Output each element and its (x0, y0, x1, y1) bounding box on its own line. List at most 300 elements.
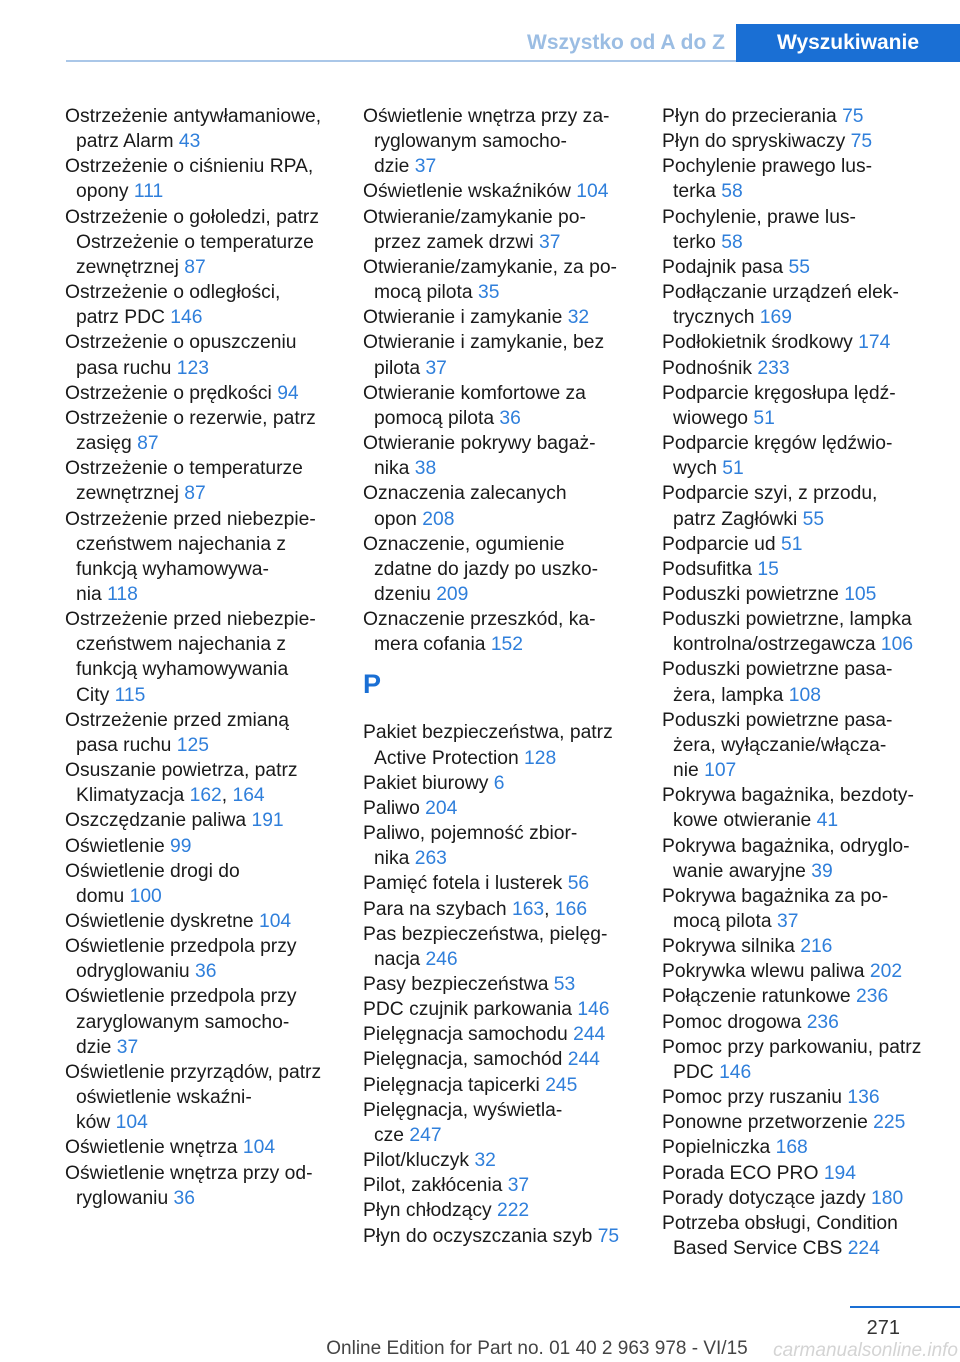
page-ref-link[interactable]: 99 (170, 835, 192, 857)
entry-text: Ostrzeżenie o temperaturze (65, 458, 303, 480)
entry-text: Podłokietnik środkowy (662, 332, 859, 354)
entry-text: Ostrzeżenie o ciśnieniu RPA, (65, 156, 314, 178)
index-entry (65, 205, 340, 280)
entry-text: Podłączanie urządzeń elek‐ (662, 282, 899, 304)
page-ref-link[interactable]: 168 (775, 1137, 808, 1159)
index-entry (662, 129, 952, 154)
entry-text: Płyn do oczyszczania szyb (363, 1225, 598, 1247)
index-entry (363, 607, 638, 657)
page-ref-link[interactable]: 104 (258, 911, 292, 932)
page-ref-link[interactable]: 55 (788, 256, 810, 278)
entry-text: ryglowanym samocho‐ (374, 131, 567, 153)
index-entry (363, 1224, 638, 1249)
entry-text: patrz Alarm (76, 131, 179, 153)
entry-text: Paliwo (363, 797, 426, 819)
index-entry (65, 1060, 340, 1135)
page-ref-link[interactable]: 75 (850, 131, 873, 153)
index-entry (662, 431, 952, 481)
entry-text: Oświetlenie wnętrza (65, 1137, 243, 1159)
entry-text: Ostrzeżenie o prędkości (65, 382, 278, 404)
index-entry (662, 1186, 952, 1211)
entry-text: nia (76, 583, 108, 605)
entry-text: Oświetlenie wnętrza przy za‐ (363, 106, 610, 127)
page-ref-link[interactable]: 41 (816, 810, 839, 832)
entry-text: Poduszki powietrzne (662, 583, 845, 605)
index-entry (662, 280, 952, 330)
entry-text: trycznych (673, 307, 760, 329)
page-ref-link[interactable]: 15 (757, 558, 779, 580)
entry-text: Ostrzeżenie o temperaturze (76, 231, 314, 253)
page-ref-link[interactable]: 37 (116, 1036, 139, 1058)
entry-text: Oszczędzanie paliwa (65, 810, 252, 832)
entry-text: Pakiet biurowy (363, 772, 494, 794)
index-entry (662, 255, 952, 280)
entry-text: Potrzeba obsługi, Condition (662, 1212, 898, 1234)
entry-text: czeństwem najechania z (76, 634, 287, 656)
entry-text: zewnętrznej (76, 256, 185, 278)
entry-text: opon (374, 508, 423, 530)
index-entry (363, 871, 638, 896)
entry-text: Podparcie kręgów lędźwio‐ (662, 433, 893, 455)
index-column-2 (363, 104, 638, 1249)
entry-text: Podparcie kręgosłupa lędź‐ (662, 382, 896, 404)
index-entry (363, 897, 638, 922)
entry-text: Pasy bezpieczeństwa (363, 974, 554, 995)
index-entry (662, 356, 952, 381)
index-entry (662, 834, 952, 884)
entry-text: Płyn do przecierania (662, 106, 843, 127)
entry-text: Podparcie szyi, z przodu, (662, 483, 878, 505)
page-ref-link[interactable]: 87 (184, 256, 206, 278)
page-ref-link[interactable]: 36 (194, 961, 217, 983)
entry-text: czeństwem najechania z (76, 533, 287, 555)
page-ref-link[interactable]: 244 (573, 1024, 606, 1046)
entry-text: wanie awaryjne (673, 860, 812, 882)
page-ref-link[interactable]: 107 (704, 760, 737, 782)
entry-text: Płyn chłodzący (363, 1200, 497, 1222)
page-ref-link[interactable]: 236 (806, 1011, 839, 1033)
entry-text: Pokrywa bagażnika, odryglo‐ (662, 835, 910, 857)
entry-text: mocą pilota (374, 282, 478, 304)
entry-text: Oświetlenie drogi do (65, 860, 240, 882)
index-entry (65, 280, 340, 330)
entry-text: zdatne do jazdy po uszko‐ (374, 558, 599, 580)
entry-text: Active Protection (374, 747, 525, 769)
page-ref-link[interactable]: 209 (436, 583, 469, 605)
index-column-3 (662, 104, 952, 1261)
page-ref-link[interactable]: 51 (722, 458, 744, 480)
entry-text: Ponowne przetworzenie (662, 1112, 874, 1134)
index-entry (65, 934, 340, 984)
page-ref-link[interactable]: 36 (499, 407, 521, 429)
entry-text: Oznaczenie przeszkód, ka‐ (363, 609, 596, 631)
index-entry (363, 481, 638, 531)
entry-text: Pokrywa bagażnika, bezdoty‐ (662, 785, 914, 807)
page-ref-link[interactable]: 105 (844, 583, 877, 605)
page-ref-link[interactable]: 75 (597, 1225, 620, 1247)
page-ref-link[interactable]: 111 (133, 181, 164, 203)
index-entry (662, 984, 952, 1009)
page-ref-link[interactable]: 222 (496, 1200, 530, 1222)
entry-text: Pomoc przy parkowaniu, patrz (662, 1036, 922, 1058)
page-ref-link[interactable]: 55 (802, 508, 825, 530)
index-entry (363, 922, 638, 972)
entry-text: PDC czujnik parkowania (363, 999, 578, 1021)
page-ref-link[interactable]: 106 (880, 634, 914, 656)
index-entry (662, 1110, 952, 1135)
page-ref-link[interactable]: 146 (577, 999, 610, 1021)
page-ref-link[interactable]: 104 (115, 1112, 148, 1134)
index-entry (363, 431, 638, 481)
page-ref-link[interactable]: 100 (129, 885, 162, 907)
index-entry (65, 984, 340, 1059)
entry-text: ryglowaniu (76, 1187, 174, 1209)
page-ref-link[interactable]: 123 (176, 357, 209, 379)
page-ref-link[interactable]: 108 (788, 684, 821, 706)
entry-text: Klimatyzacja (76, 785, 190, 807)
entry-text: City (76, 684, 115, 706)
entry-text: Oświetlenie wskaźników (363, 181, 577, 203)
entry-text: opony (76, 181, 134, 203)
entry-text: terko (673, 231, 722, 253)
entry-text: pasa ruchu (76, 357, 177, 379)
index-entry (65, 406, 340, 456)
page-ref-link[interactable]: 36 (173, 1187, 195, 1209)
entry-text: Otwieranie/zamykanie, za po‐ (363, 256, 617, 278)
index-entry (65, 381, 340, 406)
index-entry (65, 1135, 340, 1160)
page-ref-link[interactable]: 128 (524, 747, 557, 769)
index-entry (662, 783, 952, 833)
entry-text: dzie (374, 156, 415, 178)
index-entry (662, 104, 952, 129)
entry-text: Pomoc przy ruszaniu (662, 1087, 848, 1109)
page-ref-link[interactable]: 53 (553, 974, 576, 995)
page-ref-link[interactable]: 216 (800, 936, 833, 958)
entry-text: Pielęgnacja tapicerki (363, 1074, 546, 1096)
index-entry (65, 834, 340, 859)
page-ref-link[interactable]: 152 (490, 634, 523, 656)
index-entry (662, 1035, 952, 1085)
entry-text: ków (76, 1112, 116, 1134)
entry-text: Pas bezpieczeństwa, pielęg‐ (363, 923, 608, 945)
page-ref-link[interactable]: 162 (189, 785, 222, 807)
index-entry (363, 255, 638, 305)
index-entry (363, 821, 638, 871)
index-entry (662, 1135, 952, 1160)
index-entry (662, 1161, 952, 1186)
entry-text: Based Service CBS (673, 1238, 848, 1260)
entry-text: Podsufitka (662, 558, 758, 580)
page-ref-link[interactable]: 180 (871, 1187, 904, 1209)
page-ref-link[interactable]: 115 (114, 684, 146, 706)
entry-text: wych (673, 458, 723, 480)
page-ref-link[interactable]: 87 (137, 433, 159, 455)
entry-text: Podajnik pasa (662, 256, 789, 278)
entry-text: żera, wyłączanie/włącza‐ (673, 734, 887, 756)
index-entry (662, 1085, 952, 1110)
page-ref-link[interactable]: 204 (425, 797, 458, 819)
entry-text: zewnętrznej (76, 483, 185, 505)
entry-text: Oświetlenie (65, 835, 171, 857)
index-entry (662, 582, 952, 607)
entry-text: Oświetlenie dyskretne (65, 911, 259, 932)
index-entry (363, 179, 638, 204)
entry-text: Otwieranie i zamykanie (363, 307, 568, 329)
index-entry (662, 934, 952, 959)
page-ref-link[interactable]: 32 (567, 307, 590, 329)
index-entry (65, 330, 340, 380)
entry-text: Pielęgnacja samochodu (363, 1024, 574, 1046)
watermark: carmanualsonline.info (773, 1340, 958, 1361)
index-entry (662, 154, 952, 204)
entry-text: Pilot, zakłócenia (363, 1175, 508, 1197)
page-ref-link[interactable]: 136 (847, 1087, 880, 1109)
index-entry (662, 884, 952, 934)
page-ref-link[interactable]: 163 (511, 898, 545, 920)
entry-text: Poduszki powietrzne, lampka (662, 609, 912, 631)
page-ref-link[interactable]: 125 (176, 734, 209, 756)
entry-text: mera cofania (374, 634, 491, 656)
page-ref-link[interactable]: 38 (414, 458, 437, 480)
entry-text: Płyn do spryskiwaczy (662, 131, 851, 153)
page-ref-link[interactable]: 202 (869, 961, 903, 983)
entry-text: oświetlenie wskaźni‐ (76, 1087, 252, 1109)
entry-text: Oznaczenia zalecanych (363, 483, 567, 505)
index-entry (662, 1010, 952, 1035)
entry-text: Porada ECO PRO (662, 1162, 824, 1184)
page-ref-separator: , (544, 898, 555, 920)
entry-text: dzeniu (374, 583, 437, 605)
page-ref-link[interactable]: 247 (409, 1124, 442, 1146)
entry-text: Pochylenie, prawe lus‐ (662, 206, 856, 228)
entry-text: nika (374, 848, 415, 870)
entry-text: Oświetlenie przyrządów, patrz (65, 1061, 322, 1083)
entry-text: Poduszki powietrzne pasa‐ (662, 659, 893, 681)
entry-text: kontrolna/ostrzegawcza (673, 634, 881, 656)
index-entry (662, 657, 952, 707)
index-entry (65, 507, 340, 608)
index-entry (65, 808, 340, 833)
index-entry (65, 758, 340, 808)
page-ref-link[interactable]: 39 (811, 860, 833, 882)
entry-text: Ostrzeżenie przed niebezpie‐ (65, 508, 316, 530)
entry-text: pomocą pilota (374, 407, 500, 429)
index-entry (662, 708, 952, 783)
entry-text: Oznaczenie, ogumienie (363, 533, 565, 555)
page-ref-link[interactable]: 164 (232, 785, 265, 807)
entry-text: patrz PDC (76, 307, 171, 329)
index-entry (662, 205, 952, 255)
page-ref-link[interactable]: 191 (251, 810, 284, 832)
index-entry (363, 771, 638, 796)
page-ref-link[interactable]: 246 (425, 948, 458, 970)
page-ref-link[interactable]: 224 (847, 1238, 880, 1260)
entry-text: odryglowaniu (76, 961, 195, 983)
entry-text: Pokrywa silnika (662, 936, 801, 958)
index-entry (65, 154, 340, 204)
edition-note: Online Edition for Part no. 01 40 2 963 978 - VI/15 (326, 1338, 748, 1359)
page-ref-link[interactable]: 58 (721, 231, 743, 253)
entry-text: Osuszanie powietrza, patrz (65, 760, 298, 782)
entry-text: nie (673, 760, 705, 782)
entry-text: Oświetlenie wnętrza przy od‐ (65, 1162, 313, 1184)
index-entry (662, 532, 952, 557)
entry-text: Ostrzeżenie antywłamaniowe, (65, 106, 322, 127)
entry-text: Poduszki powietrzne pasa‐ (662, 709, 893, 731)
entry-text: Pakiet bezpieczeństwa, patrz (363, 722, 613, 744)
entry-text: funkcją wyhamowywa‐ (76, 558, 269, 580)
index-entry (363, 972, 638, 997)
index-entry (363, 330, 638, 380)
page-ref-link[interactable]: 32 (474, 1150, 496, 1172)
page-ref-link[interactable]: 51 (753, 407, 775, 429)
index-entry (363, 720, 638, 770)
index-entry (363, 1047, 638, 1072)
page-ref-link[interactable]: 225 (873, 1112, 906, 1134)
page-ref-link[interactable]: 37 (425, 357, 447, 379)
page-ref-link[interactable]: 174 (858, 332, 891, 354)
page-ref-link[interactable]: 43 (178, 131, 201, 153)
entry-text: Pochylenie prawego lus‐ (662, 156, 873, 178)
entry-text: Ostrzeżenie o opuszczeniu (65, 332, 297, 354)
index-entry (662, 381, 952, 431)
index-entry (363, 1173, 638, 1198)
entry-text: Paliwo, pojemność zbior‐ (363, 823, 578, 845)
page-ref-link[interactable]: 51 (780, 533, 803, 555)
index-entry (363, 1073, 638, 1098)
entry-text: Otwieranie i zamykanie, bez (363, 332, 605, 354)
index-entry (65, 456, 340, 506)
index-entry (363, 104, 638, 179)
index-entry (363, 1022, 638, 1047)
page-ref-link[interactable]: 37 (414, 156, 437, 178)
page-ref-link[interactable]: 233 (757, 357, 790, 379)
index-entry (65, 708, 340, 758)
entry-text: zaryglowanym samocho‐ (76, 1011, 290, 1033)
index-entry (363, 1148, 638, 1173)
page-ref-link[interactable]: 118 (107, 583, 138, 605)
page-ref-link[interactable]: 75 (842, 106, 864, 127)
entry-text: Pilot/kluczyk (363, 1150, 475, 1172)
index-entry (662, 557, 952, 582)
entry-text: zasięg (76, 433, 138, 455)
entry-text: wiowego (673, 407, 754, 429)
page-ref-link[interactable]: 146 (170, 307, 203, 329)
page-ref-link[interactable]: 37 (776, 911, 799, 932)
footer-rule (850, 1306, 960, 1308)
index-entry (363, 997, 638, 1022)
entry-text: kowe otwieranie (673, 810, 817, 832)
tab-search[interactable]: Wyszukiwanie (736, 24, 960, 62)
page-ref-link[interactable]: 245 (545, 1074, 578, 1096)
entry-text: terka (673, 181, 722, 203)
index-entry (363, 381, 638, 431)
page-ref-link[interactable]: 208 (422, 508, 455, 530)
page-ref-link[interactable]: 104 (242, 1137, 276, 1159)
entry-text: Otwieranie/zamykanie po‐ (363, 206, 586, 228)
index-entry (65, 859, 340, 909)
page-ref-link[interactable]: 87 (184, 483, 206, 505)
index-entry (363, 532, 638, 607)
entry-text: Popielniczka (662, 1137, 776, 1159)
entry-text: Para na szybach (363, 898, 512, 920)
page-ref-link[interactable]: 194 (823, 1162, 856, 1184)
index-entry (363, 1198, 638, 1223)
entry-text: funkcją wyhamowywania (76, 659, 289, 681)
page-ref-link[interactable]: 35 (477, 282, 500, 304)
entry-text: Podparcie ud (662, 533, 781, 555)
entry-text: przez zamek drzwi (374, 231, 540, 253)
index-entry (662, 481, 952, 531)
index-entry (65, 104, 340, 154)
entry-text: Pomoc drogowa (662, 1011, 807, 1033)
entry-text: Ostrzeżenie przed zmianą (65, 709, 289, 731)
entry-text: Pokrywa bagażnika za po‐ (662, 885, 889, 907)
entry-text: Oświetlenie przedpola przy (65, 936, 297, 958)
index-entry (65, 1161, 340, 1211)
page-ref-link[interactable]: 146 (719, 1061, 752, 1083)
entry-text: Otwieranie komfortowe za (363, 382, 586, 404)
entry-text: Oświetlenie przedpola przy (65, 986, 297, 1008)
entry-text: domu (76, 885, 130, 907)
page-ref-separator: , (221, 785, 233, 807)
entry-text: patrz Zagłówki (673, 508, 803, 530)
page-ref-link[interactable]: 104 (576, 181, 609, 203)
page-ref-link[interactable]: 56 (567, 873, 590, 895)
index-entry (662, 607, 952, 657)
index-entry (363, 1098, 638, 1148)
page-ref-link[interactable]: 236 (856, 986, 889, 1008)
entry-text: Ostrzeżenie o gołoledzi, patrz (65, 206, 319, 228)
entry-text: Ostrzeżenie o odległości, (65, 282, 281, 304)
index-entry (65, 607, 340, 708)
page-ref-link[interactable]: 37 (507, 1175, 530, 1197)
page-ref-link[interactable]: 58 (721, 181, 743, 203)
index-entry (662, 330, 952, 355)
page-ref-link[interactable]: 94 (277, 382, 299, 404)
entry-text: Połączenie ratunkowe (662, 986, 856, 1008)
entry-text: dzie (76, 1036, 117, 1058)
page-ref-link[interactable]: 244 (567, 1049, 600, 1071)
index-entry (363, 205, 638, 255)
entry-text: nika (374, 458, 415, 480)
index-column-1 (65, 104, 340, 1211)
entry-text: Ostrzeżenie o rezerwie, patrz (65, 407, 316, 429)
tab-section[interactable]: Wszystko od A do Z (527, 31, 725, 54)
entry-text: nacja (374, 948, 426, 970)
entry-text: Ostrzeżenie przed niebezpie‐ (65, 609, 316, 631)
entry-text: Pamięć fotela i lusterek (363, 873, 568, 895)
page-ref-link[interactable]: 263 (414, 848, 447, 870)
index-entry (662, 959, 952, 984)
entry-text: cze (374, 1124, 410, 1146)
page-ref-link[interactable]: 169 (759, 307, 792, 329)
page-ref-link[interactable]: 166 (554, 898, 588, 920)
entry-text: pasa ruchu (76, 734, 177, 756)
entry-text: Pielęgnacja, samochód (363, 1049, 568, 1071)
index-entry (662, 1211, 952, 1261)
index-entry (363, 305, 638, 330)
entry-text: Pielęgnacja, wyświetla‐ (363, 1099, 563, 1121)
page-ref-link[interactable]: 6 (493, 772, 505, 794)
entry-text: Podnośnik (662, 357, 758, 379)
index-entry (65, 909, 340, 934)
entry-text: PDC (673, 1061, 720, 1083)
page-number: 271 (866, 1317, 900, 1339)
entry-text: Pokrywka wlewu paliwa (662, 961, 870, 983)
page-ref-link[interactable]: 37 (539, 231, 561, 253)
